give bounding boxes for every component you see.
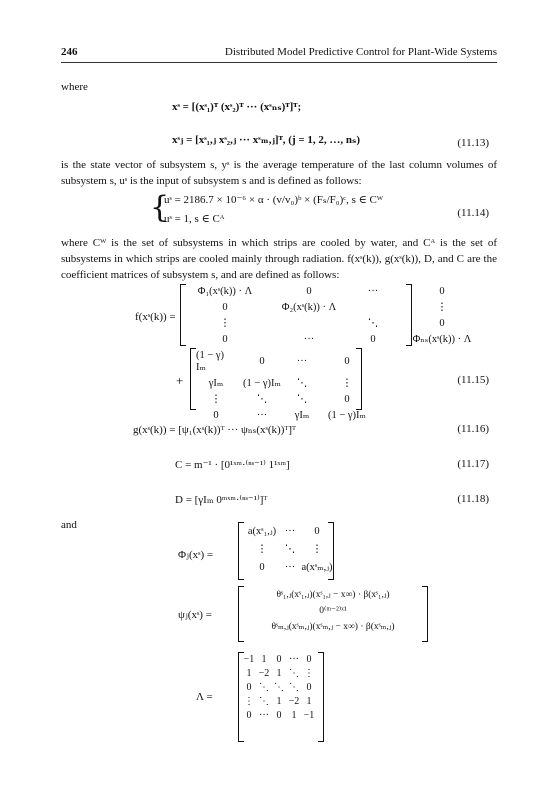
paragraph-subsystem-sets: where Cᵂ is the set of subsystems in which strips are cooled by water, and Cᴬ is the set of subsystems in which strips are cooled mainly through radiation. f(xˢ(k)), g(xˢ(k)), D, and C are the coefficient matrices of subsystem s, and are defined as follows: [61, 237, 497, 281]
matrix-cell: ⋱ [259, 682, 269, 693]
matrix-cell: Φ₁(xˢ(k)) · Λ [197, 286, 253, 297]
matrix-cell: ⋱ [367, 318, 379, 329]
matrix-cell: ⋱ [284, 544, 296, 555]
matrix-cell: 0 [306, 654, 312, 665]
eq-11-17: C = m⁻¹ · [0¹ˣᵐ·⁽ⁿˢ⁻¹⁾ 1¹ˣᵐ] [175, 459, 290, 471]
matrix-cell: Φₙₛ(xˢ(k)) · Λ [412, 334, 472, 345]
eq-number-11-13: (11.13) [457, 137, 489, 149]
eq-number-11-14: (11.14) [457, 207, 489, 219]
header-rule [61, 62, 497, 63]
eq-11-16: g(xˢ(k)) = [ψ₁(xˢ(k))ᵀ ··· ψₙₛ(xˢ(k))ᵀ]ᵀ [133, 424, 297, 436]
matrix-cell: a(xˢ₁,ⱼ) [247, 526, 277, 537]
matrix-cell: 0 [439, 286, 445, 297]
matrix-f-block-diagonal [180, 284, 472, 346]
matrix-cell: 0 [439, 317, 445, 329]
matrix-cell: γIₘ [294, 410, 310, 421]
matrix-cell: ⋮ [256, 544, 268, 555]
matrix-cell: 0 [259, 356, 265, 367]
psi-lhs: ψⱼ(xˢ) = [178, 609, 212, 621]
matrix-cell: 1 [291, 710, 297, 721]
matrix-cell: 1 [246, 668, 252, 679]
running-title: Distributed Model Predictive Control for Plant-Wide Systems [224, 46, 497, 58]
matrix-cell: ··· [303, 333, 315, 345]
matrix-cell: ⋮ [436, 302, 448, 313]
matrix-cell: ⋱ [259, 696, 269, 707]
matrix-cell: ⋱ [289, 682, 299, 693]
matrix-cell: (1 − γ) Iₘ [196, 350, 225, 373]
matrix-cell: 0 [259, 561, 265, 573]
matrix-cell: ⋱ [296, 394, 308, 405]
matrix-cell: ⋱ [296, 378, 308, 389]
paragraph-state-vector-description: is the state vector of subsystem s, yˢ is the average temperature of the last column volumes of subsystem s, uˢ is the input of subsystem s and is defined as follows: [61, 159, 497, 187]
matrix-cell: θˢₘ,ⱼ(xˢₘ,ⱼ)(xˢₘ,ⱼ − x∞) · β(xˢₘ,ⱼ) [271, 622, 395, 632]
matrix-cell: 0 [246, 710, 252, 721]
eq-number-11-16: (11.16) [457, 423, 489, 435]
eq-number-11-17: (11.17) [457, 458, 489, 470]
eq-11-14-water-case: uˢ = 2186.7 × 10⁻⁶ × α · (v/v₀)ᵇ × (Fₛ/F₀)ᶜ, s ∈ Cᵂ [164, 194, 383, 206]
matrix-cell: 0 [222, 333, 228, 345]
matrix-cell: ⋱ [274, 682, 284, 693]
matrix-cell: 0 [246, 682, 252, 693]
lambda-lhs: Λ = [196, 691, 213, 703]
matrix-cell: 0⁽ᵐ⁻²⁾ˣ¹ [319, 606, 347, 616]
matrix-cell: ··· [284, 525, 296, 537]
matrix-cell: 0 [314, 525, 320, 537]
matrix-cell: ··· [284, 561, 296, 573]
matrix-phi [238, 522, 334, 580]
matrix-cell: 0 [276, 710, 282, 721]
matrix-cell: (1 − γ)Iₘ [243, 378, 281, 389]
where-label: where [61, 81, 88, 93]
matrix-cell: −1 [243, 654, 255, 665]
matrix-cell: 0 [306, 682, 312, 693]
matrix-cell: ··· [367, 286, 379, 297]
eq-number-11-15: (11.15) [457, 374, 489, 386]
matrix-lambda [238, 652, 324, 742]
matrix-cell: 1 [276, 668, 282, 679]
matrix-cell: a(xˢₘ,ⱼ) [301, 562, 333, 573]
matrix-cell: ⋮ [311, 544, 323, 555]
matrix-cell: θˢ₁,ⱼ(xˢ₁,ⱼ)(xˢ₁,ⱼ − x∞) · β(xˢ₁,ⱼ) [276, 590, 390, 600]
matrix-cell: ⋮ [304, 668, 314, 679]
eq-number-11-18: (11.18) [457, 493, 489, 505]
matrix-cell: −2 [258, 668, 270, 679]
matrix-cell: ··· [296, 356, 308, 367]
matrix-cell: ··· [259, 710, 269, 721]
matrix-cell: ⋮ [210, 394, 222, 405]
eq-11-13-state-vector: xˢ = [(xˢ₁)ᵀ (xˢ₂)ᵀ ··· (xˢₙₛ)ᵀ]ᵀ; [172, 101, 302, 113]
eq-11-14-radiation-case: uˢ = 1, s ∈ Cᴬ [164, 213, 225, 225]
phi-lhs: Φⱼ(xˢ) = [178, 549, 214, 561]
matrix-cell: ⋮ [341, 378, 353, 389]
matrix-cell: ⋱ [256, 394, 268, 405]
cases-brace: { [150, 190, 170, 225]
page-number: 246 [61, 46, 78, 58]
plus-sign: + [176, 373, 184, 388]
and-label: and [61, 519, 77, 531]
matrix-cell: 1 [306, 696, 312, 707]
matrix-cell: γIₘ [208, 378, 224, 389]
matrix-cell: ··· [289, 654, 299, 665]
matrix-cell: Φ₂(xˢ(k)) · Λ [281, 301, 337, 313]
eq-11-15-lhs: f(xˢ(k)) = [135, 311, 176, 323]
matrix-psi [238, 586, 428, 642]
matrix-cell: −2 [288, 696, 300, 707]
matrix-f-bidiagonal [190, 348, 366, 421]
matrix-cell: ⋱ [289, 668, 299, 679]
matrix-cell: 0 [222, 301, 228, 313]
matrix-cell: 1 [276, 696, 282, 707]
matrix-cell: 0 [344, 356, 350, 367]
matrix-cell: −1 [303, 710, 315, 721]
matrix-cell: 1 [261, 654, 267, 665]
matrix-cell: 0 [213, 409, 219, 421]
matrix-cell: (1 − γ)Iₘ [328, 410, 366, 421]
matrix-cell: ⋮ [219, 318, 231, 329]
matrix-cell: ⋮ [244, 696, 254, 707]
matrix-cell: 0 [370, 333, 376, 345]
matrix-cell: 0 [344, 393, 350, 405]
matrix-cell: ··· [256, 409, 268, 421]
eq-11-18: D = [γIₘ 0ᵐˣᵐ·⁽ⁿˢ⁻¹⁾]ᵀ [175, 494, 268, 506]
matrix-cell: 0 [276, 654, 282, 665]
eq-11-13-column-vector: xˢⱼ = [xˢ₁,ⱼ xˢ₂,ⱼ ··· xˢₘ,ⱼ]ᵀ, (j = 1, 2, …, nₛ) [172, 134, 361, 146]
matrix-cell: 0 [306, 286, 312, 297]
